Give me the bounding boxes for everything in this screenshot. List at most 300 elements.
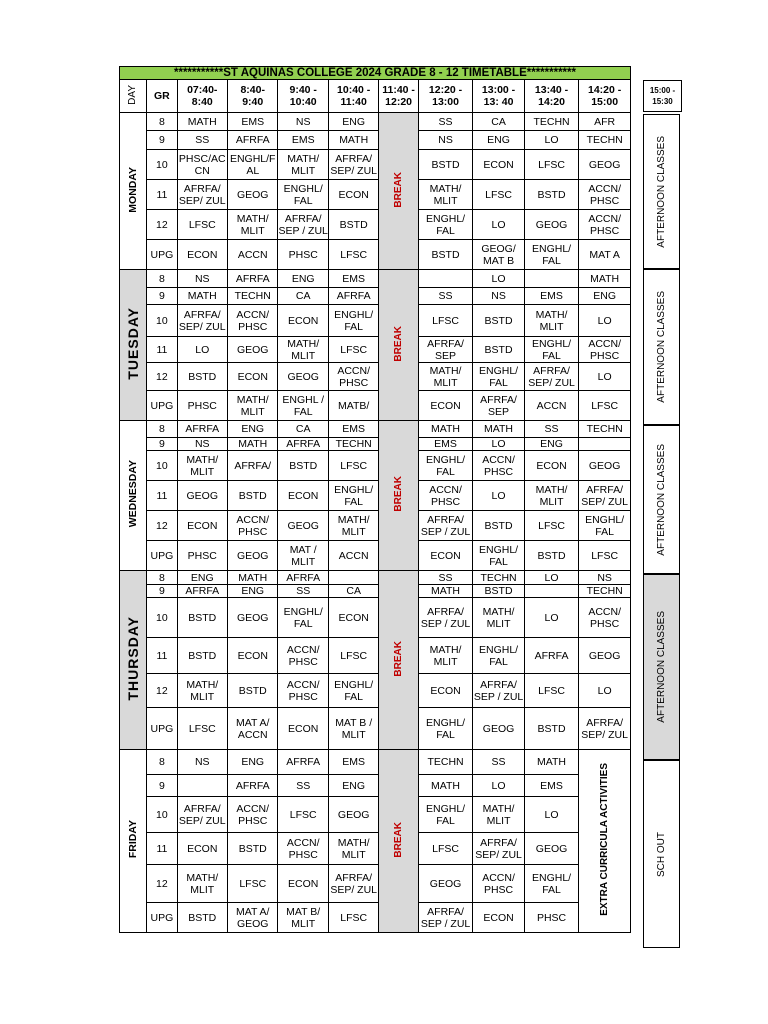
header-period: 8:40- 9:40 <box>228 80 278 113</box>
subject-cell: ENGHL/ FAL <box>418 797 473 833</box>
grade-cell: 11 <box>147 481 177 511</box>
table-row <box>120 571 631 585</box>
subject-cell: TECHN <box>579 585 631 598</box>
table-row <box>120 865 631 903</box>
subject-cell: ENG <box>579 288 631 305</box>
subject-cell: MATH <box>473 421 524 438</box>
subject-cell: CA <box>278 421 328 438</box>
header-day-label: DAY <box>127 84 139 105</box>
subject-cell: MATH <box>228 571 278 585</box>
subject-cell: ACCN/ PHSC <box>473 451 524 481</box>
break-cell <box>379 270 418 421</box>
subject-cell: LFSC <box>328 451 378 481</box>
header-period: 13:40 - 14:20 <box>524 80 579 113</box>
subject-cell: MATH/ MLIT <box>473 797 524 833</box>
break-cell <box>379 571 418 750</box>
subject-cell: NS <box>473 288 524 305</box>
grade-cell: 10 <box>147 451 177 481</box>
table-row <box>120 240 631 270</box>
table-row <box>120 305 631 337</box>
grade-cell: 12 <box>147 865 177 903</box>
subject-cell: ENGHL/ FAL <box>524 240 579 270</box>
break-label: BREAK <box>392 640 404 677</box>
subject-cell: ECON <box>473 150 524 180</box>
grade-cell: 10 <box>147 150 177 180</box>
subject-cell: LFSC <box>579 391 631 421</box>
subject-cell: EMS <box>278 131 328 150</box>
table-row <box>120 750 631 775</box>
subject-cell: BSTD <box>418 150 473 180</box>
subject-cell: TECHN <box>579 131 631 150</box>
subject-cell <box>328 571 378 585</box>
subject-cell: AFRFA <box>228 131 278 150</box>
subject-cell: MAT B / MLIT <box>328 708 378 750</box>
subject-cell: LO <box>579 363 631 391</box>
subject-cell: GEOG <box>579 150 631 180</box>
break-cell <box>379 421 418 571</box>
subject-cell: CA <box>473 113 524 131</box>
table-row <box>120 113 631 131</box>
subject-cell: AFRFA/ SEP / ZUL <box>278 210 328 240</box>
subject-cell: AFRFA/ SEP <box>473 391 524 421</box>
subject-cell: ENG <box>328 775 378 797</box>
subject-cell: ENG <box>473 131 524 150</box>
table-row <box>120 363 631 391</box>
subject-cell: AFRFA/ SEP/ ZUL <box>177 305 227 337</box>
subject-cell: ENGHL/ FAL <box>473 363 524 391</box>
subject-cell: BSTD <box>177 638 227 674</box>
table-row <box>120 438 631 451</box>
subject-cell: TECHN <box>228 288 278 305</box>
subject-cell: ENG <box>228 585 278 598</box>
subject-cell: MATH <box>177 288 227 305</box>
subject-cell: ACCN/ PHSC <box>228 305 278 337</box>
subject-cell: LFSC <box>328 240 378 270</box>
subject-cell: BSTD <box>524 708 579 750</box>
subject-cell: MATB/ <box>328 391 378 421</box>
subject-cell: AFRFA <box>177 585 227 598</box>
subject-cell: CA <box>278 288 328 305</box>
subject-cell: GEOG <box>524 210 579 240</box>
subject-cell: ECON <box>278 481 328 511</box>
subject-cell: LO <box>473 481 524 511</box>
subject-cell: BSTD <box>524 180 579 210</box>
subject-cell: BSTD <box>473 511 524 541</box>
grade-cell: 9 <box>147 288 177 305</box>
subject-cell: LFSC <box>328 638 378 674</box>
subject-cell: AFRFA/ <box>228 451 278 481</box>
subject-cell: ENG <box>328 113 378 131</box>
subject-cell: MAT B/ MLIT <box>278 903 328 933</box>
subject-cell: ECON <box>328 180 378 210</box>
subject-cell: MATH/ MLIT <box>328 833 378 865</box>
header-period: 11:40 - 12:20 <box>379 80 418 113</box>
subject-cell: LFSC <box>524 150 579 180</box>
subject-cell: ECON <box>177 833 227 865</box>
subject-cell: MATH <box>418 775 473 797</box>
subject-cell: BSTD <box>473 337 524 363</box>
subject-cell: ACCN/ PHSC <box>579 180 631 210</box>
subject-cell: LFSC <box>177 210 227 240</box>
subject-cell: ENGHL/ FAL <box>418 210 473 240</box>
table-row <box>120 903 631 933</box>
subject-cell: LFSC <box>278 797 328 833</box>
day-name: THURSDAY <box>125 616 142 701</box>
day-name: MONDAY <box>127 166 140 213</box>
subject-cell: ECON <box>177 511 227 541</box>
day-name: WEDNESDAY <box>127 460 140 528</box>
subject-cell: GEOG <box>177 481 227 511</box>
side-sch-out-friday <box>643 760 680 948</box>
subject-cell: ACCN/ PHSC <box>278 833 328 865</box>
subject-cell: BSTD <box>228 833 278 865</box>
day-label-friday <box>120 750 147 933</box>
subject-cell: ENGHL/F AL <box>228 150 278 180</box>
subject-cell: GEOG <box>579 638 631 674</box>
subject-cell: ECON <box>418 391 473 421</box>
subject-cell: LO <box>473 775 524 797</box>
subject-cell: GEOG <box>328 797 378 833</box>
subject-cell: SS <box>278 775 328 797</box>
subject-cell: MATH/ MLIT <box>228 391 278 421</box>
subject-cell: SS <box>278 585 328 598</box>
subject-cell: ENGHL/ FAL <box>328 305 378 337</box>
subject-cell: BSTD <box>177 598 227 638</box>
subject-cell: MATH <box>177 113 227 131</box>
subject-cell: ENGHL/ FAL <box>278 598 328 638</box>
grade-cell: 11 <box>147 833 177 865</box>
header-day <box>120 80 147 113</box>
subject-cell: MATH/ MLIT <box>278 337 328 363</box>
subject-cell: ENGHL/ FAL <box>473 638 524 674</box>
subject-cell: EMS <box>228 113 278 131</box>
subject-cell: BSTD <box>228 674 278 708</box>
break-label: BREAK <box>392 821 404 858</box>
subject-cell: SS <box>473 750 524 775</box>
subject-cell: GEOG <box>473 708 524 750</box>
subject-cell: BSTD <box>278 451 328 481</box>
subject-cell: LFSC <box>177 708 227 750</box>
day-label-thursday <box>120 571 147 750</box>
subject-cell: AFRFA/ SEP / ZUL <box>418 903 473 933</box>
table-row <box>120 451 631 481</box>
subject-cell: ACCN/ PHSC <box>278 674 328 708</box>
subject-cell: AFRFA/ SEP/ ZUL <box>328 150 378 180</box>
subject-cell: LFSC <box>579 541 631 571</box>
day-label-wednesday <box>120 421 147 571</box>
subject-cell: AFRFA <box>278 571 328 585</box>
subject-cell: NS <box>177 750 227 775</box>
grade-cell: 11 <box>147 180 177 210</box>
subject-cell: SS <box>418 571 473 585</box>
grade-cell: 8 <box>147 571 177 585</box>
subject-cell: ENG <box>228 750 278 775</box>
table-row <box>120 131 631 150</box>
grade-cell: 11 <box>147 337 177 363</box>
subject-cell: TECHN <box>524 113 579 131</box>
subject-cell: MATH/ MLIT <box>177 865 227 903</box>
subject-cell: MATH <box>418 421 473 438</box>
subject-cell: LFSC <box>418 305 473 337</box>
subject-cell: AFRFA <box>228 270 278 288</box>
table-row <box>120 421 631 438</box>
subject-cell: MATH/ MLIT <box>418 363 473 391</box>
subject-cell <box>524 585 579 598</box>
subject-cell: LO <box>524 571 579 585</box>
subject-cell: TECHN <box>579 421 631 438</box>
subject-cell: ACCN <box>524 391 579 421</box>
grade-cell: UPG <box>147 903 177 933</box>
grade-cell: 12 <box>147 511 177 541</box>
subject-cell: LFSC <box>473 180 524 210</box>
sch-out-label: SCH OUT <box>656 831 667 877</box>
subject-cell: MATH/ MLIT <box>418 180 473 210</box>
subject-cell: ECON <box>278 305 328 337</box>
subject-cell: ECON <box>418 541 473 571</box>
table-row <box>120 541 631 571</box>
subject-cell: BSTD <box>177 363 227 391</box>
table-row <box>120 674 631 708</box>
break-cell <box>379 750 418 933</box>
subject-cell: TECHN <box>473 571 524 585</box>
subject-cell: EMS <box>524 775 579 797</box>
subject-cell: MATH <box>579 270 631 288</box>
subject-cell: LFSC <box>328 337 378 363</box>
table-row <box>120 638 631 674</box>
table-row <box>120 585 631 598</box>
subject-cell: ENG <box>278 270 328 288</box>
side-afternoon-tuesday <box>643 269 680 425</box>
subject-cell: SS <box>418 288 473 305</box>
header-period: 10:40 - 11:40 <box>328 80 378 113</box>
day-name: TUESDAY <box>125 307 142 380</box>
header-period: 13:00 - 13: 40 <box>473 80 524 113</box>
subject-cell: BSTD <box>228 481 278 511</box>
subject-cell: LFSC <box>228 865 278 903</box>
subject-cell: LO <box>524 598 579 638</box>
subject-cell: ENGHL / FAL <box>278 391 328 421</box>
subject-cell: AFRFA <box>228 775 278 797</box>
subject-cell: ACCN/ PHSC <box>579 337 631 363</box>
timetable-title: ***********ST AQUINAS COLLEGE 2024 GRADE 8 - 12 TIMETABLE*********** <box>120 67 631 80</box>
subject-cell: AFRFA/ SEP/ ZUL <box>524 363 579 391</box>
grade-cell: 8 <box>147 113 177 131</box>
subject-cell: ACCN/ PHSC <box>579 210 631 240</box>
day-name: FRIDAY <box>127 820 140 859</box>
break-cell <box>379 113 418 270</box>
grade-cell: 8 <box>147 421 177 438</box>
subject-cell: ENGHL/ FAL <box>524 865 579 903</box>
subject-cell: AFRFA/ SEP <box>418 337 473 363</box>
grade-cell: 9 <box>147 775 177 797</box>
subject-cell: TECHN <box>418 750 473 775</box>
subject-cell: NS <box>579 571 631 585</box>
subject-cell: ENGHL/ FAL <box>418 451 473 481</box>
subject-cell: LFSC <box>524 511 579 541</box>
subject-cell: LO <box>177 337 227 363</box>
subject-cell: ACCN <box>328 541 378 571</box>
subject-cell: LFSC <box>524 674 579 708</box>
subject-cell <box>524 270 579 288</box>
subject-cell: CA <box>328 585 378 598</box>
grade-cell: 8 <box>147 750 177 775</box>
table-row <box>120 833 631 865</box>
break-label: BREAK <box>392 325 404 362</box>
subject-cell: GEOG <box>228 598 278 638</box>
subject-cell: GEOG <box>579 451 631 481</box>
subject-cell: ENGHL/ FAL <box>418 708 473 750</box>
subject-cell: MATH <box>328 131 378 150</box>
subject-cell: LO <box>524 797 579 833</box>
grade-cell: 12 <box>147 210 177 240</box>
subject-cell: MATH/ MLIT <box>524 305 579 337</box>
subject-cell <box>177 775 227 797</box>
subject-cell: GEOG <box>278 511 328 541</box>
subject-cell: GEOG/ MAT B <box>473 240 524 270</box>
subject-cell: EMS <box>328 270 378 288</box>
table-row <box>120 270 631 288</box>
subject-cell: GEOG <box>278 363 328 391</box>
subject-cell: MAT A/ ACCN <box>228 708 278 750</box>
break-label: BREAK <box>392 171 404 208</box>
subject-cell: AFRFA/ SEP/ ZUL <box>579 708 631 750</box>
subject-cell: AFRFA <box>328 288 378 305</box>
side-afternoon-monday <box>643 114 680 269</box>
subject-cell: ENGHL/ FAL <box>524 337 579 363</box>
subject-cell: GEOG <box>418 865 473 903</box>
subject-cell: SS <box>418 113 473 131</box>
subject-cell: ECON <box>228 638 278 674</box>
subject-cell: MATH/ MLIT <box>228 210 278 240</box>
subject-cell: AFRFA <box>177 421 227 438</box>
day-label-monday <box>120 113 147 270</box>
table-row <box>120 337 631 363</box>
subject-cell: GEOG <box>228 541 278 571</box>
subject-cell: LO <box>473 270 524 288</box>
grade-cell: 11 <box>147 638 177 674</box>
subject-cell: ENG <box>177 571 227 585</box>
subject-cell: AFRFA/ SEP/ ZUL <box>579 481 631 511</box>
grade-cell: 10 <box>147 598 177 638</box>
subject-cell: LO <box>579 674 631 708</box>
subject-cell: PHSC <box>524 903 579 933</box>
subject-cell: AFRFA/ SEP/ ZUL <box>177 180 227 210</box>
subject-cell: MATH/ MLIT <box>473 598 524 638</box>
subject-cell: BSTD <box>524 541 579 571</box>
subject-cell: BSTD <box>177 903 227 933</box>
subject-cell: BSTD <box>328 210 378 240</box>
grade-cell: 9 <box>147 438 177 451</box>
subject-cell: LFSC <box>328 903 378 933</box>
subject-cell: LO <box>524 131 579 150</box>
grade-cell: 12 <box>147 363 177 391</box>
subject-cell: GEOG <box>228 337 278 363</box>
header-grade: GR <box>147 80 177 113</box>
subject-cell: MATH/ MLIT <box>328 511 378 541</box>
subject-cell: ENGHL/ FAL <box>473 541 524 571</box>
subject-cell: PHSC/AC CN <box>177 150 227 180</box>
subject-cell: NS <box>418 131 473 150</box>
subject-cell: BSTD <box>418 240 473 270</box>
header-row <box>120 80 631 113</box>
grade-cell: UPG <box>147 541 177 571</box>
subject-cell: AFRFA/ SEP/ ZUL <box>473 833 524 865</box>
side-afternoon-wednesday <box>643 425 680 574</box>
subject-cell: EMS <box>418 438 473 451</box>
afternoon-classes-label: AFTERNOON CLASSES <box>656 291 667 403</box>
subject-cell: NS <box>177 270 227 288</box>
grade-cell: 8 <box>147 270 177 288</box>
subject-cell: ACCN/ PHSC <box>473 865 524 903</box>
subject-cell: EMS <box>524 288 579 305</box>
table-row <box>120 180 631 210</box>
subject-cell: AFRFA/ SEP / ZUL <box>418 598 473 638</box>
grade-cell: 10 <box>147 797 177 833</box>
extra-curricula-label: EXTRA CURRICULA ACTIVITIES <box>598 763 610 916</box>
grade-cell: 9 <box>147 585 177 598</box>
table-row <box>120 150 631 180</box>
subject-cell: ECON <box>328 598 378 638</box>
grade-cell: 9 <box>147 131 177 150</box>
extra-curricula-cell <box>579 750 631 933</box>
subject-cell: MAT A/ GEOG <box>228 903 278 933</box>
subject-cell: AFRFA <box>524 638 579 674</box>
table-row <box>120 775 631 797</box>
subject-cell: GEOG <box>228 180 278 210</box>
side-afternoon-thursday <box>643 574 680 760</box>
subject-cell: AFRFA/ SEP/ ZUL <box>328 865 378 903</box>
subject-cell: ENGHL/ FAL <box>328 481 378 511</box>
subject-cell: NS <box>177 438 227 451</box>
subject-cell: ACCN <box>228 240 278 270</box>
subject-cell: ACCN/ PHSC <box>228 511 278 541</box>
subject-cell: ENGHL/ FAL <box>579 511 631 541</box>
grade-cell: 12 <box>147 674 177 708</box>
afternoon-classes-label: AFTERNOON CLASSES <box>656 611 667 723</box>
subject-cell: MATH/ MLIT <box>177 674 227 708</box>
subject-cell: MATH <box>418 585 473 598</box>
table-row <box>120 708 631 750</box>
subject-cell: ENGHL/ FAL <box>278 180 328 210</box>
table-row <box>120 391 631 421</box>
subject-cell: AFRFA/ SEP / ZUL <box>473 674 524 708</box>
subject-cell: ACCN/ PHSC <box>579 598 631 638</box>
subject-cell: MATH/ MLIT <box>418 638 473 674</box>
subject-cell: SS <box>177 131 227 150</box>
title-row <box>120 67 631 80</box>
subject-cell: ENG <box>524 438 579 451</box>
subject-cell: ENG <box>228 421 278 438</box>
table-row <box>120 598 631 638</box>
subject-cell: PHSC <box>177 541 227 571</box>
subject-cell: BSTD <box>473 585 524 598</box>
subject-cell: AFRFA <box>278 750 328 775</box>
subject-cell: MATH <box>524 750 579 775</box>
subject-cell: SS <box>524 421 579 438</box>
subject-cell: MATH <box>228 438 278 451</box>
subject-cell: ECON <box>278 708 328 750</box>
subject-cell: TECHN <box>328 438 378 451</box>
subject-cell: ECON <box>524 451 579 481</box>
subject-cell: ACCN/ PHSC <box>418 481 473 511</box>
afternoon-classes-label: AFTERNOON CLASSES <box>656 443 667 556</box>
side-time-header: 15:00 - 15:30 <box>643 80 682 112</box>
subject-cell: ECON <box>228 363 278 391</box>
table-row <box>120 210 631 240</box>
grade-cell: UPG <box>147 240 177 270</box>
timetable <box>119 66 631 933</box>
table-row <box>120 797 631 833</box>
